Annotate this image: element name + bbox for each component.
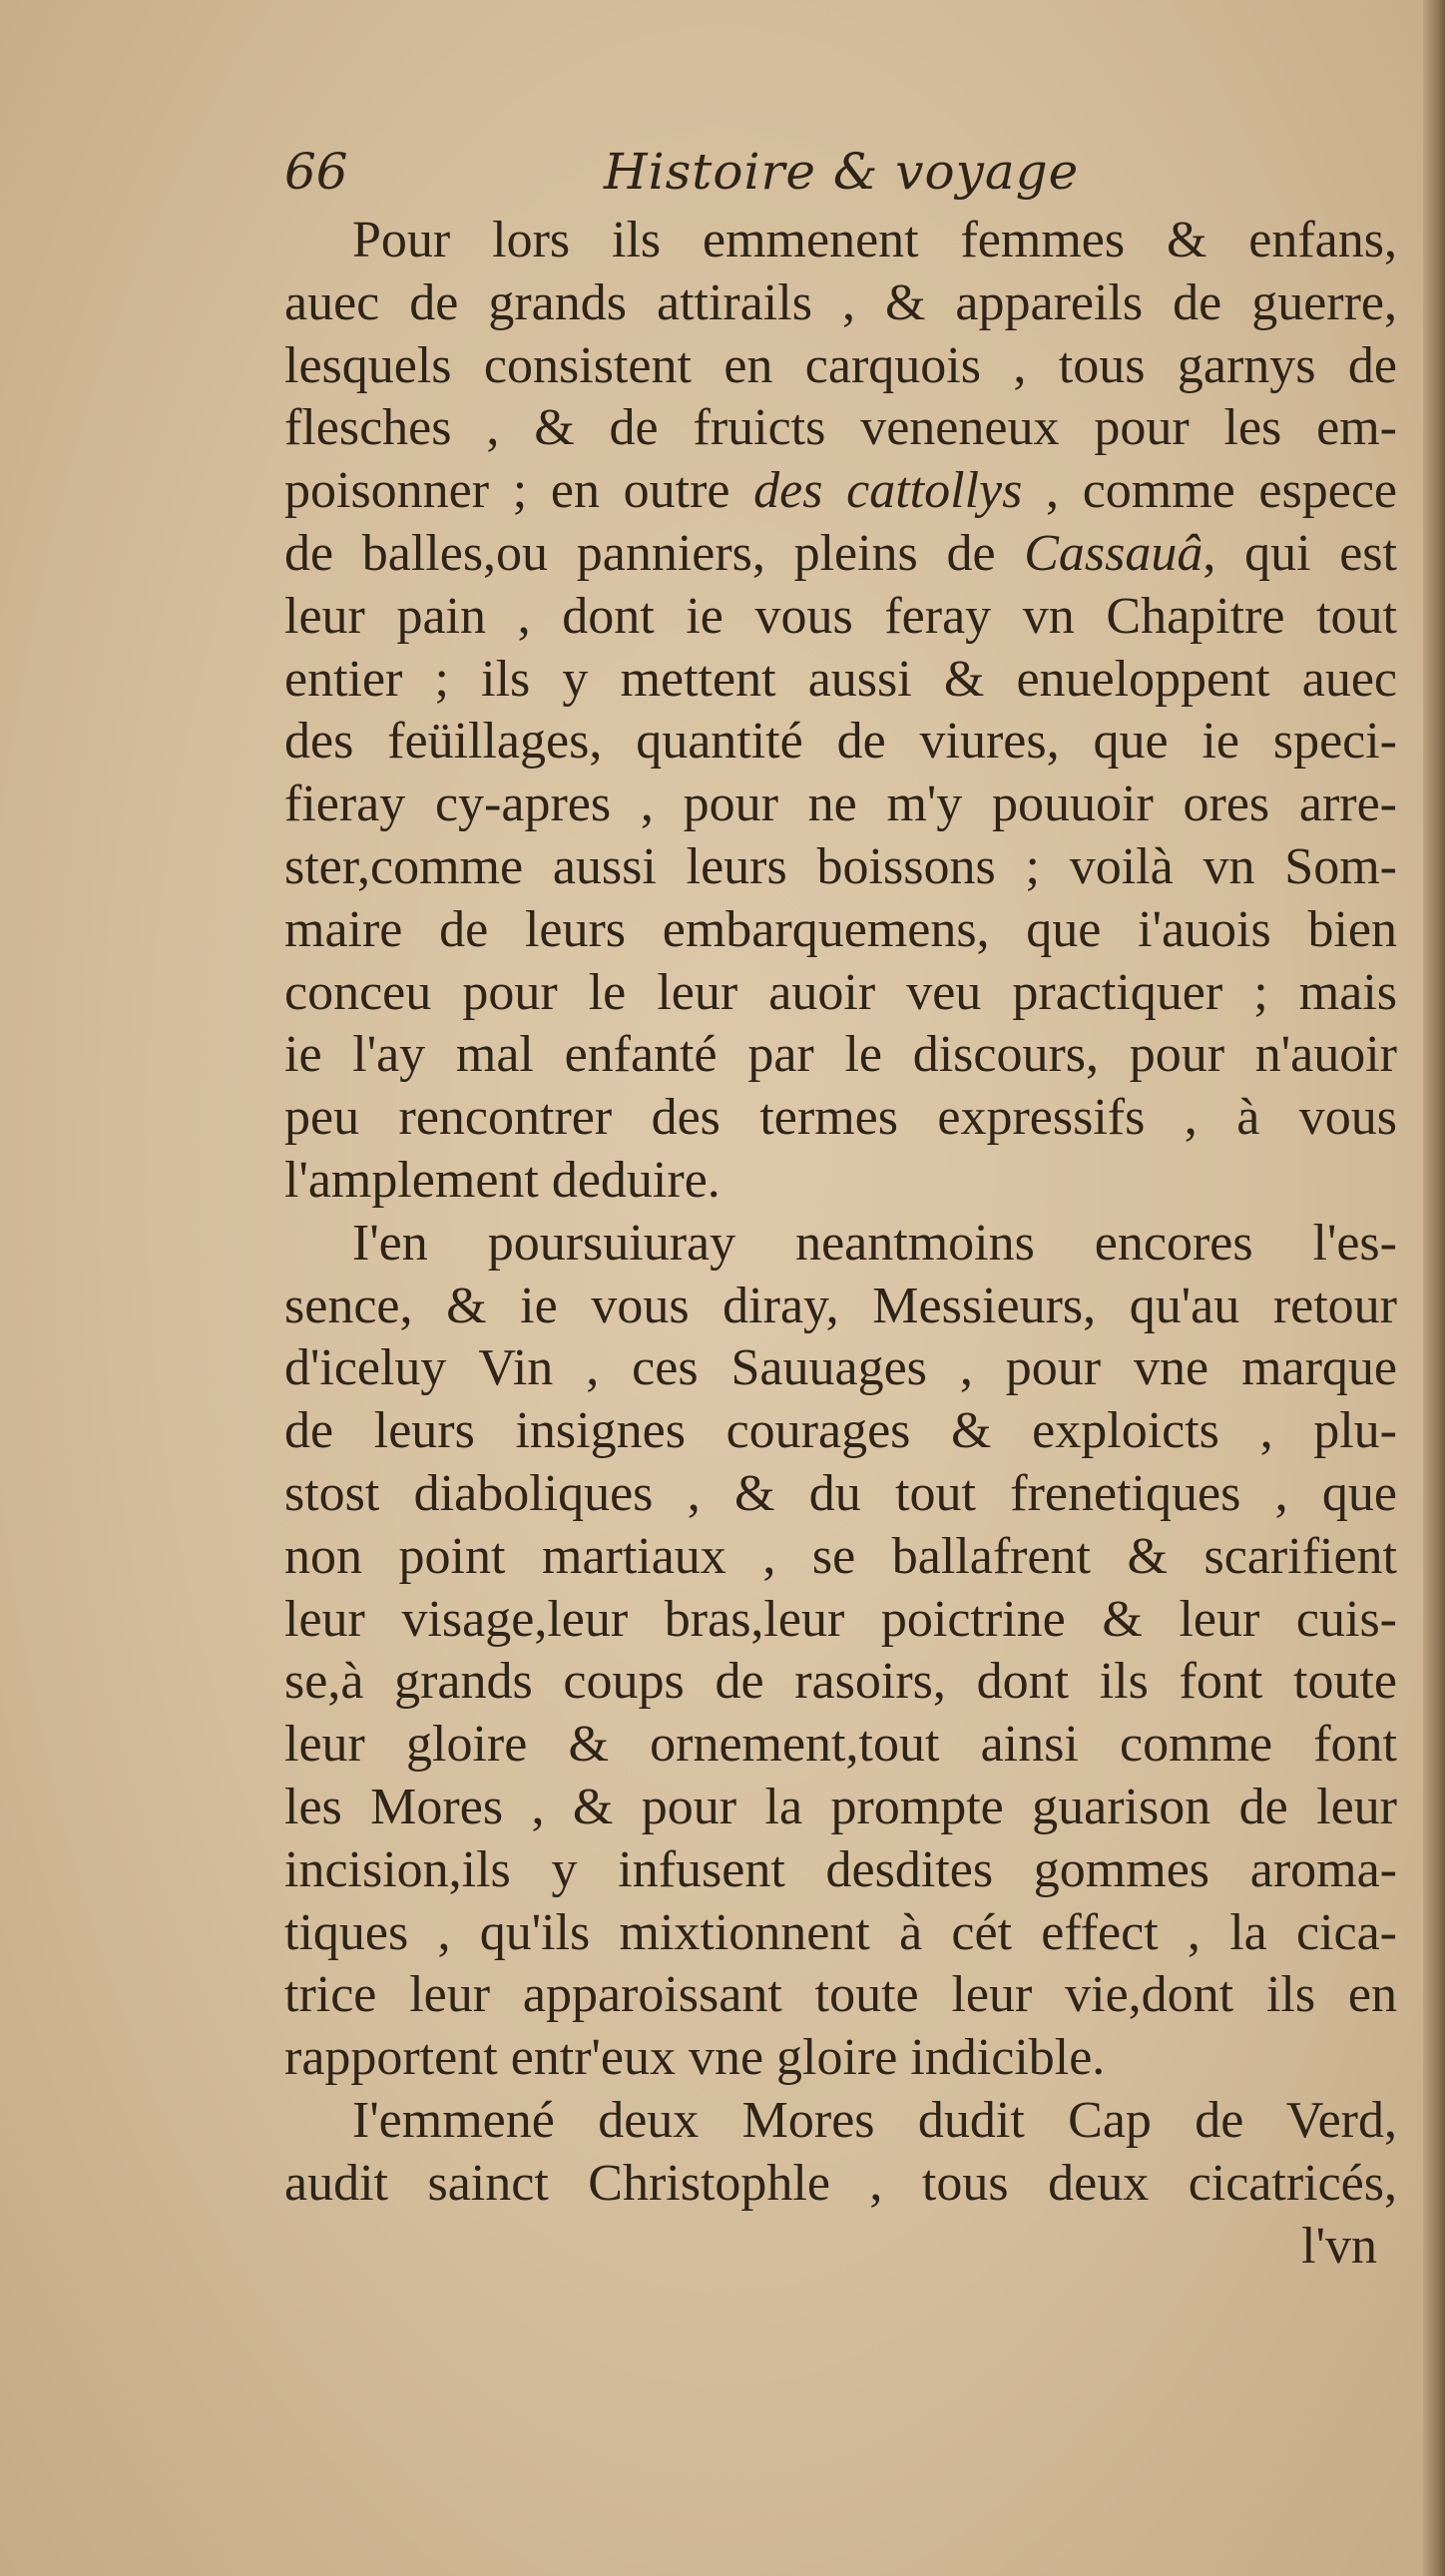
running-title: Histoire & voyage bbox=[604, 143, 1080, 201]
text-line: conceu pour le leur auoir veu practiquer ; mais bbox=[284, 963, 1397, 1021]
text-line: se,à grands coups de rasoirs, dont ils font toute bbox=[284, 1653, 1397, 1711]
text-line: ie l'ay mal enfanté par le discours, pour n'auoir bbox=[284, 1026, 1397, 1084]
catchword: l'vn bbox=[1301, 2217, 1377, 2275]
text-fragment: , comme espece bbox=[1022, 462, 1397, 520]
text-line: ster,comme aussi leurs boissons ; voilà vn Som- bbox=[284, 837, 1397, 895]
text-line bbox=[284, 523, 1397, 586]
text-line: les Mores , & pour la prompte guarison de leur bbox=[284, 1778, 1397, 1835]
text-line: leur gloire & ornement,tout ainsi comme font bbox=[284, 1716, 1397, 1774]
text-line: sence, & ie vous diray, Messieurs, qu'au retour bbox=[284, 1277, 1397, 1334]
running-head bbox=[284, 140, 1382, 220]
text-line: incision,ils y infusent desdites gommes aroma- bbox=[284, 1840, 1397, 1898]
italic-term-cassaua: Cassauâ bbox=[1024, 524, 1204, 582]
text-line: flesches , & de fruicts veneneux pour les em- bbox=[284, 399, 1397, 457]
text-line: l'amplement deduire. bbox=[284, 1151, 721, 1209]
text-line: peu rencontrer des termes expressifs , à vous bbox=[284, 1089, 1397, 1147]
text-fragment: de balles,ou panniers, pleins de bbox=[284, 524, 1025, 582]
text-line: tiques , qu'ils mixtionnent à cét effect , la cica- bbox=[284, 1903, 1397, 1961]
text-line: rapportent entr'eux vne gloire indicible. bbox=[284, 2029, 1106, 2087]
text-line: de leurs insignes courages & exploicts , plu- bbox=[284, 1402, 1397, 1460]
text-line: Pour lors ils emmenent femmes & enfans, bbox=[352, 212, 1397, 268]
italic-term-cattollys: des cattollys bbox=[753, 462, 1023, 520]
body-text bbox=[284, 210, 1397, 2278]
text-line: d'iceluy Vin , ces Sauuages , pour vne marque bbox=[284, 1339, 1397, 1397]
text-fragment: , qui est bbox=[1203, 524, 1397, 582]
text-line: entier ; ils y mettent aussi & enueloppent auec bbox=[284, 650, 1397, 708]
page-edge-shadow bbox=[1423, 0, 1445, 2576]
text-line: auec de grands attirails , & appareils de guerre, bbox=[284, 273, 1397, 331]
text-fragment: poisonner ; en outre bbox=[284, 462, 754, 520]
text-line: I'en poursuiuray neantmoins encores l'es- bbox=[352, 1214, 1397, 1272]
text-line: I'emmené deux Mores dudit Cap de Verd, bbox=[352, 2091, 1397, 2149]
text-line: lesquels consistent en carquois , tous garnys de bbox=[284, 336, 1397, 394]
text-line: trice leur apparoissant toute leur vie,dont ils en bbox=[284, 1966, 1397, 2024]
text-line: audit sainct Christophle , tous deux cicatricés, bbox=[284, 2154, 1397, 2212]
text-line: non point martiaux , se ballafrent & scarifient bbox=[284, 1527, 1397, 1585]
text-line: des feüillages, quantité de viures, que ie speci- bbox=[284, 713, 1397, 771]
text-line: maire de leurs embarquemens, que i'auois bien bbox=[284, 900, 1397, 958]
text-line: leur visage,leur bras,leur poictrine & leur cuis- bbox=[284, 1590, 1397, 1648]
text-line: leur pain , dont ie vous feray vn Chapitre tout bbox=[284, 587, 1397, 645]
text-line: fieray cy-apres , pour ne m'y pouuoir ores arre- bbox=[284, 775, 1397, 833]
page-number: 66 bbox=[284, 143, 348, 201]
text-line bbox=[284, 460, 1397, 523]
text-line: stost diaboliques , & du tout frenetiques , que bbox=[284, 1464, 1397, 1522]
